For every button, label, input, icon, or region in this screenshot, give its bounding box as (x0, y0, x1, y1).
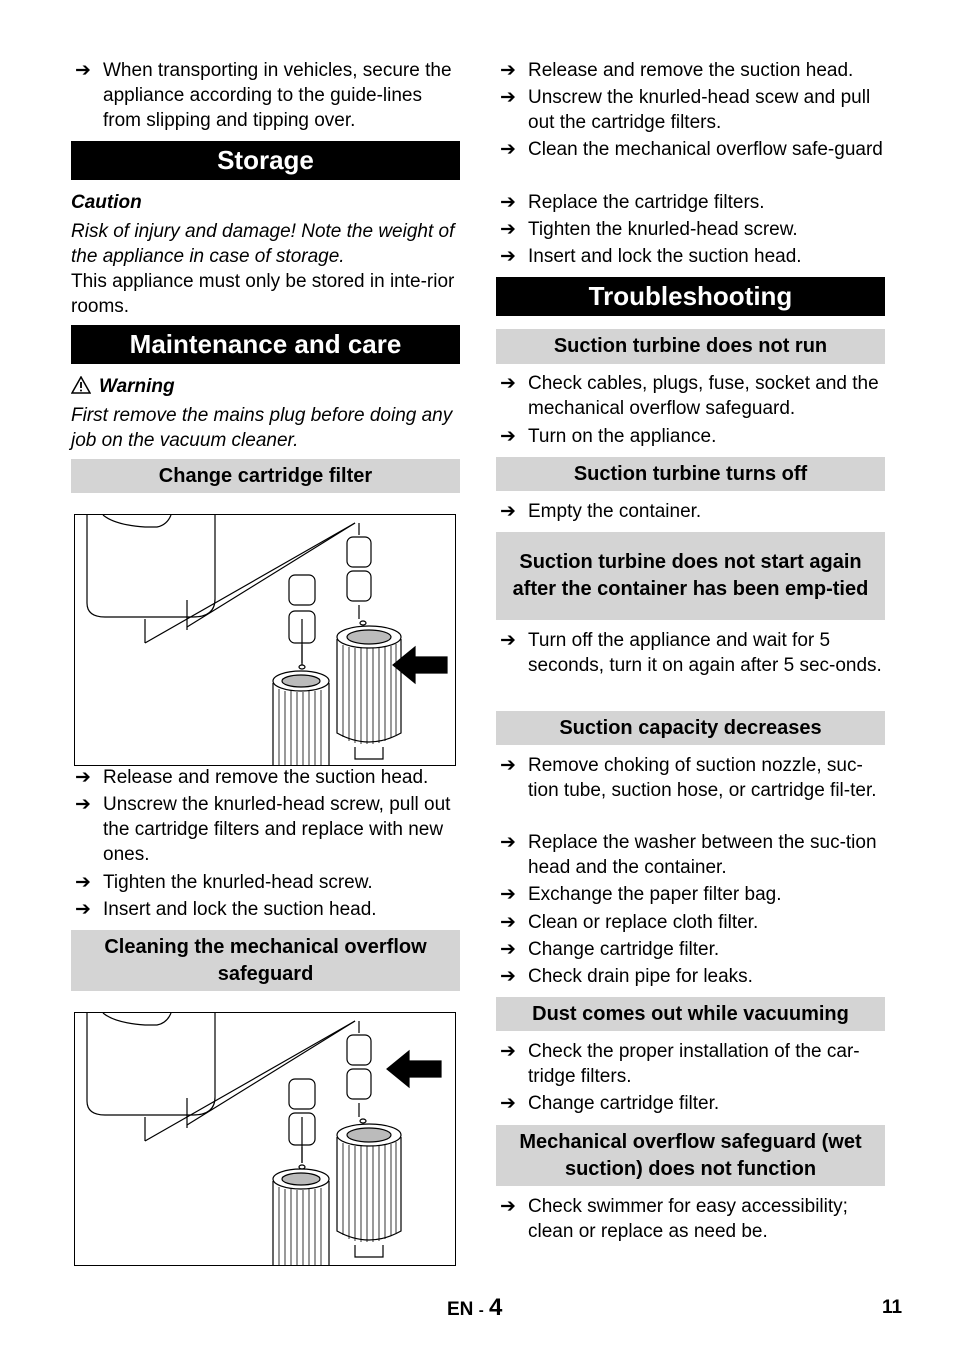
section-heading: Mechanical overflow safeguard (wet suction) does not function (496, 1125, 885, 1186)
arrow-right-icon: ➔ (500, 1196, 516, 1217)
arrow-right-icon: ➔ (75, 872, 91, 893)
arrow-right-icon: ➔ (500, 501, 516, 522)
arrow-right-icon: ➔ (500, 426, 516, 447)
warning-label: Warning (99, 376, 175, 397)
section-heading: Suction turbine does not start again after the container has been emp-tied (496, 532, 885, 620)
arrow-right-icon: ➔ (500, 1041, 516, 1062)
arrow-right-icon: ➔ (500, 373, 516, 394)
warning-line (71, 374, 460, 399)
arrow-right-icon: ➔ (500, 87, 516, 108)
caution-label: Caution (71, 192, 142, 213)
arrow-right-icon: ➔ (500, 246, 516, 267)
cleaning-heading: Cleaning the mechanical overflow safeguard (71, 930, 460, 991)
section-heading: Suction turbine turns off (496, 457, 885, 491)
arrow-right-icon: ➔ (75, 899, 91, 920)
arrow-right-icon: ➔ (500, 630, 516, 651)
caution-text: Risk of injury and damage! Note the weight of the appliance in case of storage. (71, 221, 455, 267)
section-heading: Suction capacity decreases (496, 711, 885, 745)
arrow-right-icon: ➔ (500, 755, 516, 776)
arrow-right-icon: ➔ (500, 912, 516, 933)
section-heading: Dust comes out while vacuuming (496, 997, 885, 1031)
page-number: 11 (882, 1297, 903, 1318)
maintenance-heading: Maintenance and care (71, 325, 460, 364)
warning-text: First remove the mains plug before doing any job on the vacuum cleaner. (71, 405, 453, 451)
troubleshooting-heading: Troubleshooting (496, 277, 885, 316)
arrow-right-icon: ➔ (75, 794, 91, 815)
storage-heading: Storage (71, 141, 460, 180)
overflow-safeguard-illustration (74, 1012, 456, 1266)
arrow-right-icon: ➔ (500, 139, 516, 160)
arrow-right-icon: ➔ (500, 192, 516, 213)
footer-section-label: EN - 4 (447, 1294, 503, 1321)
arrow-right-icon: ➔ (500, 884, 516, 905)
arrow-right-icon: ➔ (500, 219, 516, 240)
arrow-right-icon: ➔ (500, 1093, 516, 1114)
storage-text: This appliance must only be stored in inte-rior rooms. (71, 271, 455, 317)
arrow-right-icon: ➔ (75, 60, 91, 81)
arrow-right-icon: ➔ (500, 966, 516, 987)
arrow-right-icon: ➔ (500, 60, 516, 81)
arrow-right-icon: ➔ (500, 832, 516, 853)
filter-illustration (74, 514, 456, 766)
change-filter-heading: Change cartridge filter (71, 459, 460, 493)
warning-triangle-icon (71, 376, 91, 394)
arrow-right-icon: ➔ (500, 939, 516, 960)
arrow-right-icon: ➔ (75, 767, 91, 788)
section-heading: Suction turbine does not run (496, 329, 885, 364)
